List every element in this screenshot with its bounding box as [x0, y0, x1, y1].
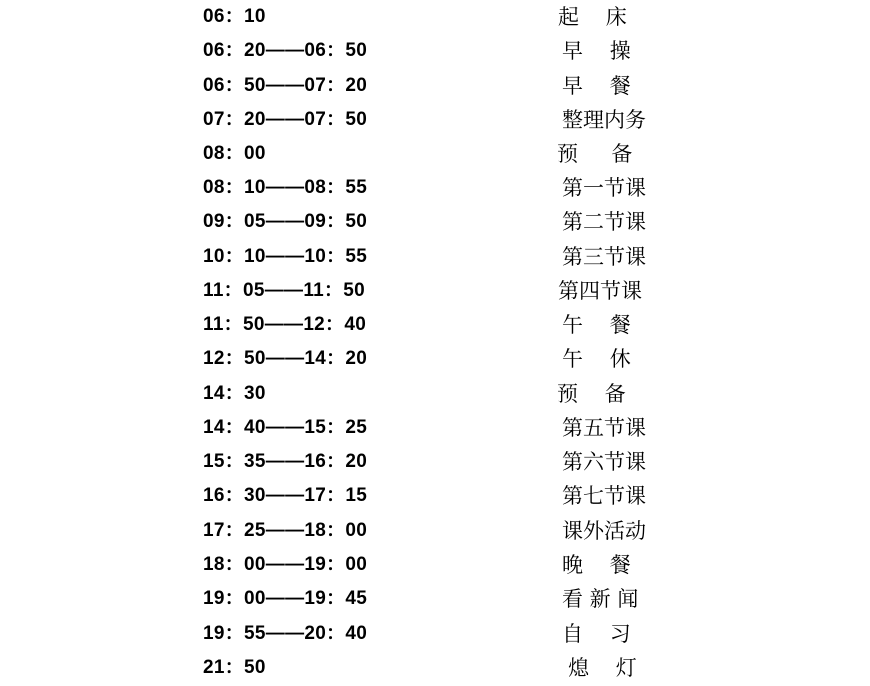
- activity-label: 午 餐: [562, 313, 631, 337]
- activity-label: 预 备: [557, 382, 626, 406]
- time-range: 08：10——08：55: [203, 177, 368, 198]
- schedule-row: [0, 103, 870, 137]
- time-range: 09：05——09：50: [203, 211, 368, 232]
- activity-label: 早 操: [562, 39, 631, 63]
- schedule-row: [0, 205, 870, 239]
- schedule-row: [0, 514, 870, 548]
- time-range: 06：10: [203, 6, 266, 27]
- time-range: 19：55——20：40: [203, 623, 368, 644]
- schedule-row: [0, 274, 870, 308]
- schedule-row: [0, 240, 870, 274]
- activity-label: 第二节课: [562, 210, 646, 234]
- schedule-row: [0, 582, 870, 616]
- activity-label: 整理内务: [562, 108, 646, 132]
- schedule-row: [0, 445, 870, 479]
- activity-label: 第五节课: [562, 416, 646, 440]
- time-range: 11：50——12：40: [203, 314, 367, 335]
- time-range: 16：30——17：15: [203, 485, 368, 506]
- schedule-row: [0, 617, 870, 651]
- activity-label: 第三节课: [562, 245, 646, 269]
- time-range: 12：50——14：20: [203, 348, 368, 369]
- schedule-row: [0, 548, 870, 582]
- activity-label: 自 习: [562, 622, 631, 646]
- schedule-row: [0, 34, 870, 68]
- activity-label: 午 休: [562, 347, 631, 371]
- time-range: 06：50——07：20: [203, 75, 368, 96]
- schedule-row: [0, 377, 870, 411]
- activity-label: 熄 灯: [568, 656, 637, 680]
- time-range: 19：00——19：45: [203, 588, 368, 609]
- schedule-row: [0, 0, 870, 34]
- time-range: 15：35——16：20: [203, 451, 368, 472]
- time-range: 10：10——10：55: [203, 246, 368, 267]
- activity-label: 第一节课: [562, 176, 646, 200]
- time-range: 17：25——18：00: [203, 520, 368, 541]
- activity-label: 起 床: [558, 5, 627, 29]
- schedule-row: [0, 411, 870, 445]
- time-range: 07：20——07：50: [203, 109, 368, 130]
- time-range: 21：50: [203, 657, 266, 678]
- time-range: 06：20——06：50: [203, 40, 368, 61]
- activity-label: 晚 餐: [562, 553, 631, 577]
- activity-label: 看 新 闻: [562, 587, 639, 611]
- activity-label: 第四节课: [558, 279, 642, 303]
- schedule-row: [0, 479, 870, 513]
- time-range: 11：05——11：50: [203, 280, 366, 301]
- schedule-row: [0, 308, 870, 342]
- time-range: 18：00——19：00: [203, 554, 368, 575]
- time-range: 08：00: [203, 143, 266, 164]
- activity-label: 预 备: [557, 142, 633, 166]
- activity-label: 课外活动: [562, 519, 646, 543]
- schedule-row: [0, 651, 870, 685]
- activity-label: 第七节课: [562, 484, 646, 508]
- schedule-row: [0, 171, 870, 205]
- activity-label: 第六节课: [562, 450, 646, 474]
- schedule-row: [0, 342, 870, 376]
- time-range: 14：40——15：25: [203, 417, 368, 438]
- activity-label: 早 餐: [562, 74, 631, 98]
- time-range: 14：30: [203, 383, 266, 404]
- schedule-row: [0, 137, 870, 171]
- schedule-row: [0, 69, 870, 103]
